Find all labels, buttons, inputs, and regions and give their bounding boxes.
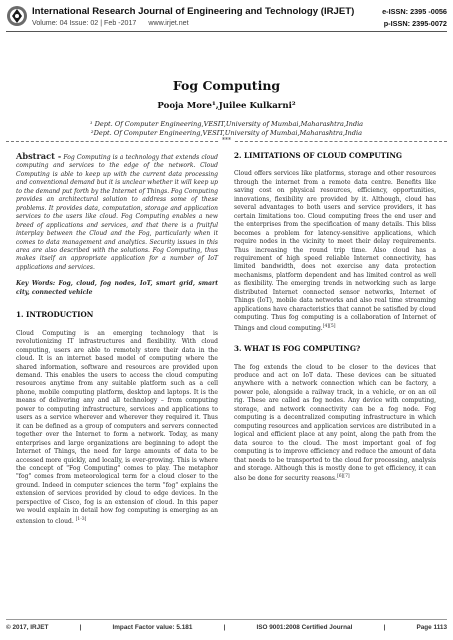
section-3-text: The fog extends the cloud to be closer to the devices that produce and act on IoT data. These devices can be situated anywhere with a network connection which can be factory, a power pole, alongside a railway track, in a vehicle, or on an oil rig. These are called as fog nodes. Any device with computing, storage, and network connectivity can be a fog node. Fog computing is a decentralized computing infrastructure in which computing resources and application services are distributed in a logical and efficient place at any point, along the path from the data source to the cloud. The most important goal of fog computing is to improve efficiency and reduce the amount of data that needs to be transported to the cloud for processing, analysis and storage. Although this is mostly done to get efficiency, it can also be done for security reasons. [234, 363, 436, 483]
affiliation-1: ¹ Dept. Of Computer Engineering,VESIT,University of Mumbai,Maharashtra,India [89, 120, 364, 128]
journal-logo-icon [6, 5, 28, 27]
keywords-label: Key Words: [16, 280, 56, 288]
keywords-text: Fog, cloud, fog nodes, IoT, smart grid, smart city, connected vehicle [16, 280, 218, 296]
footer-page: Page 1113 [416, 624, 447, 631]
pissn: p-ISSN: 2395-0072 [383, 19, 447, 28]
footer-iso: ISO 9001:2008 Certified Journal [256, 624, 353, 631]
divider-mark-text: *** [222, 137, 231, 144]
paper-authors: Pooja More¹,Juilee Kulkarni² [157, 101, 296, 111]
section-1-ref[interactable]: [1-3] [75, 516, 87, 522]
page-footer [6, 624, 447, 631]
section-1-heading: 1. INTRODUCTION [16, 310, 94, 320]
journal-header [0, 4, 453, 30]
right-column [234, 152, 436, 484]
footer-rule [6, 619, 447, 620]
journal-subline [32, 19, 199, 27]
section-1-body [16, 330, 218, 526]
abstract-text: Fog Computing is a technology that extends cloud computing and services to the edge of the network. Cloud Computing is able to keep up with the current data processing and conventional demand but it is unclear whether it will keep up to the demand put forth by the Internet of Things. Fog Computing provides an architectural solution to address some of these problems. It provides data, computation, storage and application services to the users like cloud. Fog Computing enables a new breed of applications and services, and that there is a fruitful interplay between the Cloud and the Fog, particularly when it comes to data management and analytics. Security issues in this area are also described with the solutions. Fog Computing, thus makes itself an appropriate application for a number of IoT applications and services. [16, 154, 219, 271]
keywords [16, 280, 218, 297]
footer-sep-3: | [383, 624, 386, 631]
footer-impact: Impact Factor value: 5.181 [112, 624, 193, 631]
section-2-text: Cloud offers services like platforms, storage and other resources through the internet from a remote data centre. Benefits like saving cost on physical resources, efficiency, opportunities, innovations, flexibility are provided by it. Although, cloud has several advantages to both users and service providers, it has certain limitations too. Cloud computing frees the end user and the enterprises from the specification of many details. This bliss becomes a problem for latency-sensitive applications, which require nodes in the vicinity to meet their delay requirements. Thus increasing the round trip time. Also cloud has a requirement of high speed reliable Internet connectivity, has limited bandwidth, does not exercise any data protection mechanisms, platform dependent and has limited control as well as flexibility. The emerging trends in networking such as large distributed Internet connected sensor networks, Internet of Things (IoT), mobile data networks and also real time streaming applications have characteristics that cannot be satisfied by cloud computing. Thus fog computing is a collaboration of Internet of Things and cloud computing. [234, 170, 436, 332]
section-2-body [234, 170, 436, 333]
footer-copyright: © 2017, IRJET [6, 624, 49, 631]
eissn: e-ISSN: 2395 -0056 [382, 7, 447, 16]
volume-issue: Volume: 04 Issue: 02 | Feb -2017 [32, 19, 137, 27]
journal-title: International Research Journal of Engineering and Technology (IRJET) [32, 6, 355, 17]
section-3-heading: 3. WHAT IS FOG COMPUTING? [234, 344, 361, 354]
footer-sep-2: | [223, 624, 226, 631]
header-rule [6, 31, 447, 32]
section-1-text: Cloud Computing is an emerging technology that is revolutionizing IT infrastructures and flexibility. With cloud computing, users are able to remotely store their data in the cloud. It is an internet based model of computing where the shared information, software and resources are provided upon demand. This enables the users to access the cloud computing resources anytime from any suitable platform such as a cell phone, mobile computing platform, desktop and laptops. It is the means of delivering any and all technology – from computing power to computing infrastructure, services and applications to users as a service wherever and wherever they required it. Thus it can be defined as a group of computers and servers connected together over the Internet to form a network. Today, as many enterprises and large organizations are beginning to adopt the Internet of Things, the need for large amounts of data to be accessed more quickly, and locally, is ever-growing. This is where the concept of "Fog Computing" comes to play. The metaphor "fog" comes from meteorological term for a cloud closer to the ground. Indeed in computer sciences the term "fog" explains the extension of services provided by cloud to edge devices. In the perspective of Cisco, fog is an extension of cloud. In this paper we would explain in detail how fog computing is emerging as an extension to cloud. [16, 329, 218, 525]
section-3-ref[interactable]: [6][7] [336, 474, 350, 480]
journal-website[interactable]: www.irjet.net [148, 19, 189, 27]
section-3-body [234, 364, 436, 484]
abstract [16, 152, 218, 272]
section-2-heading: 2. LIMITATIONS OF CLOUD COMPUTING [234, 151, 403, 160]
divider-mark [0, 137, 453, 144]
left-column [16, 152, 218, 526]
affiliation-2: ²Dept. Of Computer Engineering,VESIT,University of Mumbai,Maharashtra,India [90, 129, 363, 137]
footer-sep-1: | [79, 624, 82, 631]
section-2-ref[interactable]: [4][5] [322, 323, 336, 329]
abstract-label: Abstract - [16, 151, 62, 161]
paper-title: Fog Computing [172, 78, 281, 93]
